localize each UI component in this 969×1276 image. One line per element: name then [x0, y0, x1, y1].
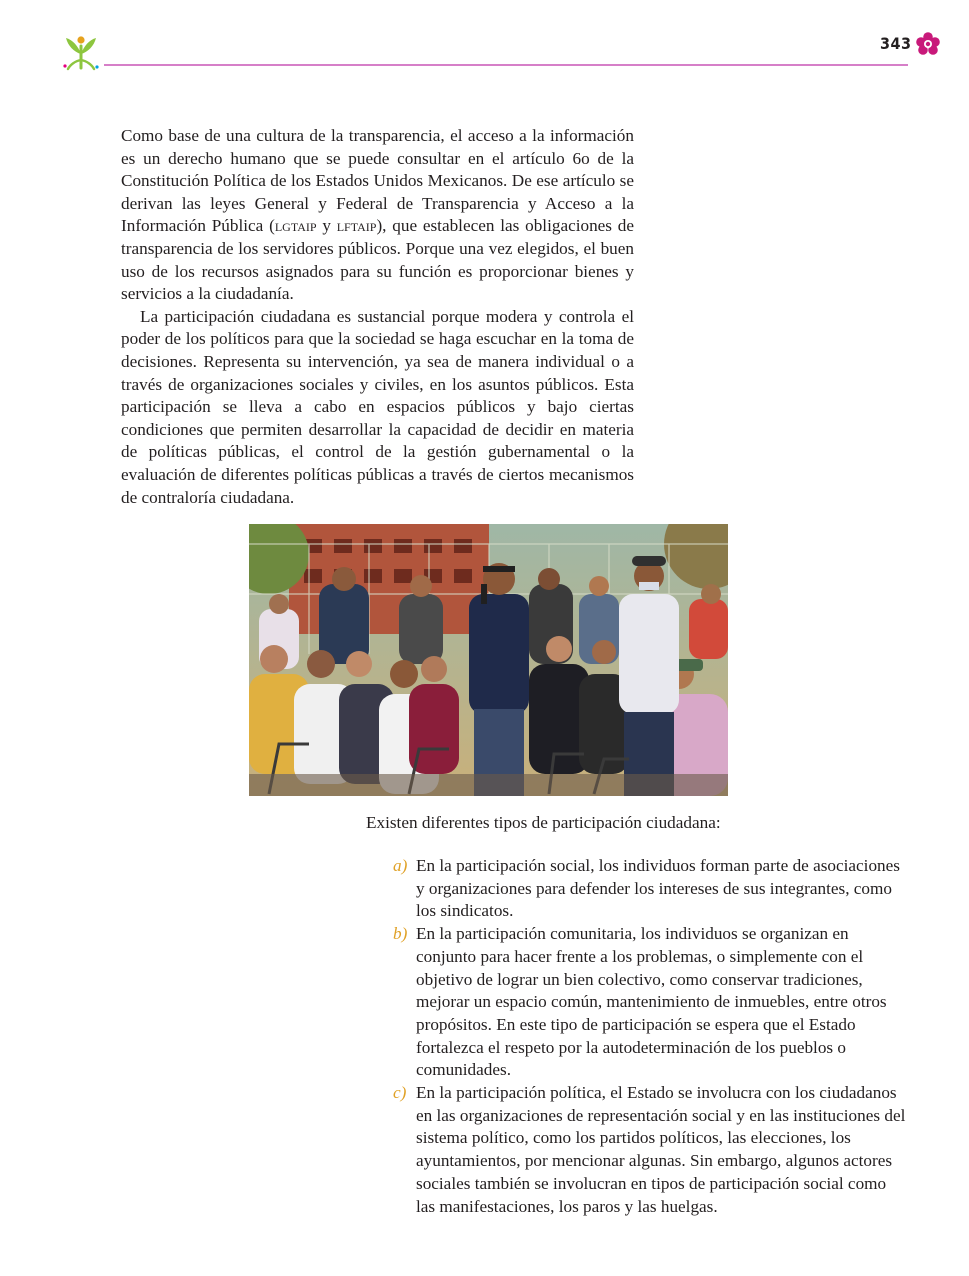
types-intro: Existen diferentes tipos de participación ciudadana: [366, 813, 721, 832]
list-item [393, 855, 909, 923]
paragraph-transparencia: Como base de una cultura de la transparencia, el acceso a la información es un derecho humano que se puede consultar en el artículo 6o de la Constitución Política de los Estados Unidos Mexicanos. De ese artículo se derivan las leyes General y Federal de Transparencia y Acceso a la Información Pública (lgtaip y lftaip), que establecen las obligaciones de transparencia de los servidores públicos. Porque una vez elegidos, el buen uso de los recursos asignados para su función es proporcionar bienes y servicios a la ciudadanía. [121, 126, 635, 304]
magenta-flower-icon [914, 30, 942, 58]
list-item [393, 1082, 909, 1218]
community-meeting-photo [249, 524, 728, 796]
abbr-lgtaip: lgtaip [274, 216, 317, 236]
abbr-lftaip: lftaip [336, 216, 377, 236]
list-marker: a) [393, 856, 408, 875]
list-item-text: En la participación social, los individuos forman parte de asociaciones y organizaciones para defender los intereses de sus integrantes, como los sindicatos. [416, 856, 900, 921]
list-item-text: En la participación política, el Estado se involucra con los ciudadanos en las organizaciones de representación social y en las instituciones del sistema político, como los partidos políticos, las elecciones, los ayuntamientos, por mencionar algunas. Sin embargo, algunos actores sociales también se involucran en tipos de participación social como las manifestaciones, los paros y las huelgas. [416, 1083, 906, 1216]
main-text-block [121, 125, 634, 509]
person-flower-logo-icon [60, 30, 102, 72]
list-item [393, 923, 909, 1082]
header-rule [104, 64, 908, 66]
list-item-text: En la participación comunitaria, los individuos se organizan en conjunto para hacer frente a los problemas, o simplemente con el objetivo de lograr un bien colectivo, como conservar tradiciones, mejorar un espacio común, mantenimiento de inmuebles, entre otros propósitos. En este tipo de participación se espera que el Estado fortalezca el respeto por la autodeterminación de los pueblos o comunidades. [416, 924, 887, 1080]
list-marker: c) [393, 1083, 407, 1103]
list-marker: b) [393, 924, 408, 944]
paragraph-participacion: La participación ciudadana es sustancial porque modera y controla el poder de los políticos para que la sociedad se haga escuchar en la toma de decisiones. Representa su intervención, ya sea de manera individual o a través de organizaciones sociales y civiles, en los asuntos públicos. Esta participación se lleva a cabo en espacios públicos y bajo ciertas condiciones que permiten desarrollar la capacidad de decidir en materia de políticas públicas, el control de la gestión gubernamental o la evaluación de diferentes políticas públicas a través de ciertos mecanismos de contraloría ciudadana. [121, 306, 634, 507]
participation-types-list [393, 855, 909, 1218]
page-number: 343 [880, 34, 912, 53]
